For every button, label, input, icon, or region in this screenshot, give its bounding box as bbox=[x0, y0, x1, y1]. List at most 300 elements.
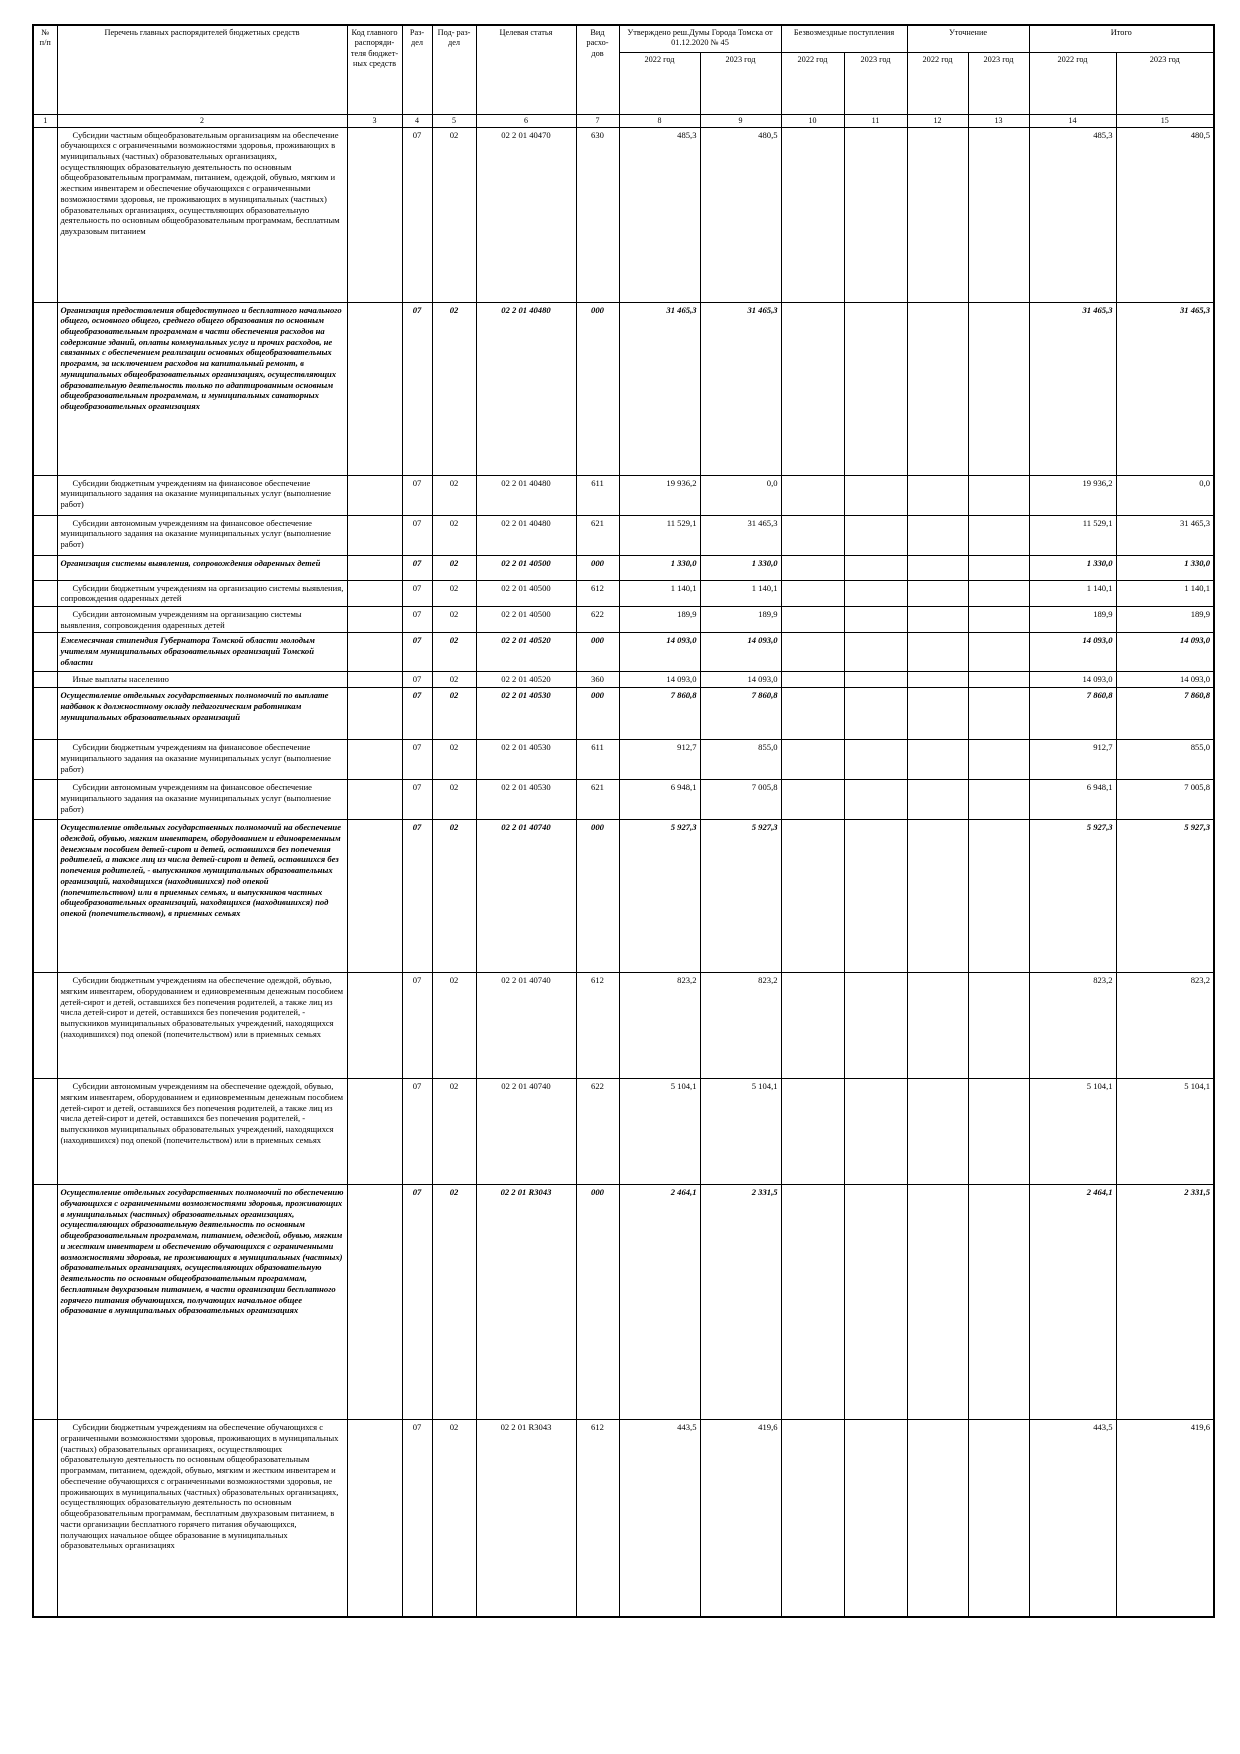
row-section: 07 bbox=[402, 1185, 432, 1420]
row-total-2022: 485,3 bbox=[1029, 127, 1116, 302]
row-subsection: 02 bbox=[432, 740, 476, 780]
row-section: 07 bbox=[402, 475, 432, 515]
row-total-2023: 7 005,8 bbox=[1116, 780, 1214, 820]
row-approved-2023: 31 465,3 bbox=[700, 302, 781, 475]
header-name: Перечень главных распорядителей бюджетных средств bbox=[57, 25, 347, 114]
header-section: Раз- дел bbox=[402, 25, 432, 114]
row-approved-2022: 14 093,0 bbox=[619, 672, 700, 688]
row-grants-2022 bbox=[781, 973, 844, 1079]
column-number: 9 bbox=[700, 114, 781, 127]
row-approved-2022: 5 104,1 bbox=[619, 1079, 700, 1185]
row-total-2023: 31 465,3 bbox=[1116, 302, 1214, 475]
column-number: 15 bbox=[1116, 114, 1214, 127]
column-number: 7 bbox=[576, 114, 619, 127]
row-approved-2022: 912,7 bbox=[619, 740, 700, 780]
row-clarification-2023 bbox=[968, 780, 1029, 820]
row-description: Иные выплаты населению bbox=[57, 672, 347, 688]
header-target: Целевая статья bbox=[476, 25, 576, 114]
header-approved: Утверждено реш.Думы Города Томска от 01.12.2020 № 45 bbox=[619, 25, 781, 52]
row-clarification-2023 bbox=[968, 606, 1029, 632]
row-approved-2022: 1 140,1 bbox=[619, 580, 700, 606]
row-expense-type: 000 bbox=[576, 555, 619, 580]
row-target-article: 02 2 01 40480 bbox=[476, 302, 576, 475]
row-section: 07 bbox=[402, 515, 432, 555]
row-code bbox=[347, 780, 402, 820]
row-grants-2022 bbox=[781, 475, 844, 515]
row-description: Субсидии частным общеобразовательным организациям на обеспечение обучающихся с ограниченными возможностями здоровья, проживающих в муниципальных (частных) образовательных организациях, осуществляющих образовательную деятельность по основным общеобразовательным программам, питанием, одеждой, обувью, мягким и жестким инвентарем и обеспечение обучающихся с ограниченными возможностями здоровья, не проживающих в муниципальных (частных) образовательных организациях, осуществляющих образовательную деятельность по основным общеобразовательным программам, бесплатным двухразовым питанием bbox=[57, 127, 347, 302]
row-grants-2023 bbox=[844, 302, 907, 475]
row-number-cell bbox=[33, 580, 57, 606]
row-approved-2022: 19 936,2 bbox=[619, 475, 700, 515]
row-grants-2023 bbox=[844, 633, 907, 672]
row-grants-2023 bbox=[844, 672, 907, 688]
row-total-2023: 0,0 bbox=[1116, 475, 1214, 515]
row-total-2022: 189,9 bbox=[1029, 606, 1116, 632]
row-grants-2022 bbox=[781, 580, 844, 606]
row-section: 07 bbox=[402, 1079, 432, 1185]
row-clarification-2023 bbox=[968, 1185, 1029, 1420]
row-approved-2022: 6 948,1 bbox=[619, 780, 700, 820]
row-section: 07 bbox=[402, 127, 432, 302]
row-target-article: 02 2 01 40740 bbox=[476, 820, 576, 973]
row-approved-2022: 7 860,8 bbox=[619, 688, 700, 740]
row-number-cell bbox=[33, 515, 57, 555]
row-clarification-2022 bbox=[907, 302, 968, 475]
row-subsection: 02 bbox=[432, 606, 476, 632]
table-row bbox=[33, 1420, 1214, 1617]
row-total-2023: 189,9 bbox=[1116, 606, 1214, 632]
row-approved-2023: 480,5 bbox=[700, 127, 781, 302]
row-approved-2023: 189,9 bbox=[700, 606, 781, 632]
row-subsection: 02 bbox=[432, 580, 476, 606]
row-total-2022: 2 464,1 bbox=[1029, 1185, 1116, 1420]
row-clarification-2022 bbox=[907, 127, 968, 302]
row-approved-2022: 11 529,1 bbox=[619, 515, 700, 555]
row-approved-2022: 31 465,3 bbox=[619, 302, 700, 475]
row-total-2022: 443,5 bbox=[1029, 1420, 1116, 1617]
row-clarification-2023 bbox=[968, 555, 1029, 580]
row-grants-2022 bbox=[781, 302, 844, 475]
row-total-2022: 6 948,1 bbox=[1029, 780, 1116, 820]
row-grants-2022 bbox=[781, 672, 844, 688]
row-approved-2023: 419,6 bbox=[700, 1420, 781, 1617]
row-approved-2023: 1 140,1 bbox=[700, 580, 781, 606]
row-description: Субсидии автономным учреждениям на организацию системы выявления, сопровождения одаренных детей bbox=[57, 606, 347, 632]
table-row bbox=[33, 740, 1214, 780]
row-description: Субсидии автономным учреждениям на обеспечение одеждой, обувью, мягким инвентарем, оборудованием и единовременным денежным пособием детей-сирот и детей, оставшихся без попечения родителей, а также лиц из числа детей-сирот и детей, оставшихся без попечения родителей, - выпускников муниципальных образовательных учреждений, находящихся (находившихся) под опекой (попечительством) или в приемных семьях bbox=[57, 1079, 347, 1185]
row-total-2023: 5 104,1 bbox=[1116, 1079, 1214, 1185]
row-subsection: 02 bbox=[432, 555, 476, 580]
row-approved-2022: 485,3 bbox=[619, 127, 700, 302]
row-code bbox=[347, 973, 402, 1079]
row-grants-2023 bbox=[844, 555, 907, 580]
table-row bbox=[33, 475, 1214, 515]
row-description: Организация предоставления общедоступного и бесплатного начального общего, основного общего, среднего общего образования по основным общеобразовательным программам в части обеспечения расходов на содержание зданий, оплаты коммунальных услуг и прочих расходов, не связанных с обеспечением реализации основных общеобразовательных программ, за исключением расходов на капитальный ремонт, в муниципальных общеобразовательных организациях, осуществляющих образовательную деятельность только по адаптированным основным общеобразовательным программам, и муниципальных санаторных общеобразовательных организациях bbox=[57, 302, 347, 475]
header-grants: Безвозмездные поступления bbox=[781, 25, 907, 52]
row-target-article: 02 2 01 40530 bbox=[476, 780, 576, 820]
row-clarification-2023 bbox=[968, 633, 1029, 672]
row-expense-type: 611 bbox=[576, 740, 619, 780]
table-row bbox=[33, 820, 1214, 973]
column-number: 13 bbox=[968, 114, 1029, 127]
row-number-cell bbox=[33, 633, 57, 672]
row-subsection: 02 bbox=[432, 672, 476, 688]
row-code bbox=[347, 688, 402, 740]
header-total-2023: 2023 год bbox=[1116, 52, 1214, 114]
row-number-cell bbox=[33, 973, 57, 1079]
row-clarification-2023 bbox=[968, 580, 1029, 606]
row-section: 07 bbox=[402, 606, 432, 632]
row-code bbox=[347, 672, 402, 688]
table-row bbox=[33, 672, 1214, 688]
table-row bbox=[33, 1185, 1214, 1420]
row-approved-2023: 823,2 bbox=[700, 973, 781, 1079]
row-approved-2022: 443,5 bbox=[619, 1420, 700, 1617]
row-approved-2023: 14 093,0 bbox=[700, 633, 781, 672]
row-approved-2022: 14 093,0 bbox=[619, 633, 700, 672]
row-description: Субсидии бюджетным учреждениям на финансовое обеспечение муниципального задания на оказание муниципальных услуг (выполнение работ) bbox=[57, 475, 347, 515]
row-subsection: 02 bbox=[432, 302, 476, 475]
row-total-2022: 11 529,1 bbox=[1029, 515, 1116, 555]
header-expense-type: Вид расхо- дов bbox=[576, 25, 619, 114]
row-description: Субсидии бюджетным учреждениям на финансовое обеспечение муниципального задания на оказание муниципальных услуг (выполнение работ) bbox=[57, 740, 347, 780]
row-target-article: 02 2 01 R3043 bbox=[476, 1185, 576, 1420]
column-number: 8 bbox=[619, 114, 700, 127]
row-clarification-2022 bbox=[907, 688, 968, 740]
row-description: Субсидии бюджетным учреждениям на обеспечение обучающихся с ограниченными возможностями здоровья, проживающих в муниципальных (частных) образовательных организациях, осуществляющих образовательную деятельность по основным общеобразовательным программам, питанием, одеждой, обувью, мягким и жестким инвентарем и обеспечение обучающихся с ограниченными возможностями здоровья, не проживающих в муниципальных (частных) образовательных организациях, осуществляющих образовательную деятельность по основным общеобразовательным программам, бесплатным двухразовым питанием, в части организации бесплатного горячего питания обучающихся, получающих начальное общее образование в муниципальных образовательных организациях bbox=[57, 1420, 347, 1617]
header-approved-2023: 2023 год bbox=[700, 52, 781, 114]
header-total-2022: 2022 год bbox=[1029, 52, 1116, 114]
row-number-cell bbox=[33, 688, 57, 740]
row-section: 07 bbox=[402, 973, 432, 1079]
row-target-article: 02 2 01 40740 bbox=[476, 973, 576, 1079]
row-grants-2023 bbox=[844, 973, 907, 1079]
row-grants-2023 bbox=[844, 780, 907, 820]
row-section: 07 bbox=[402, 820, 432, 973]
row-approved-2023: 7 005,8 bbox=[700, 780, 781, 820]
row-grants-2023 bbox=[844, 1185, 907, 1420]
row-grants-2022 bbox=[781, 1185, 844, 1420]
row-approved-2022: 189,9 bbox=[619, 606, 700, 632]
row-description: Субсидии бюджетным учреждениям на обеспечение одеждой, обувью, мягким инвентарем, оборудованием и единовременным денежным пособием детей-сирот и детей, оставшихся без попечения родителей, а также лиц из числа детей-сирот и детей, оставшихся без попечения родителей, - выпускников муниципальных образовательных учреждений, находящихся (находившихся) под опекой (попечительством) или в приемных семьях bbox=[57, 973, 347, 1079]
row-number-cell bbox=[33, 555, 57, 580]
table-row bbox=[33, 515, 1214, 555]
row-grants-2022 bbox=[781, 1420, 844, 1617]
row-number-cell bbox=[33, 672, 57, 688]
row-approved-2022: 2 464,1 bbox=[619, 1185, 700, 1420]
row-approved-2023: 31 465,3 bbox=[700, 515, 781, 555]
row-number-cell bbox=[33, 820, 57, 973]
row-description: Осуществление отдельных государственных полномочий по обеспечению обучающихся с ограниченными возможностями здоровья, проживающих в муниципальных (частных) образовательных организациях, осуществляющих образовательную деятельность по основным общеобразовательным программам, питанием, одеждой, обувью, мягким и жестким инвентарем и обеспечению обучающихся с ограниченными возможностями здоровья, не проживающих в муниципальных (частных) образовательных организациях, осуществляющих образовательную деятельность по основным общеобразовательным программам, бесплатным двухразовым питанием, в части организации бесплатного горячего питания обучающихся, получающих начальное общее образование в муниципальных образовательных организациях bbox=[57, 1185, 347, 1420]
row-description: Субсидии бюджетным учреждениям на организацию системы выявления, сопровождения одаренных детей bbox=[57, 580, 347, 606]
row-grants-2022 bbox=[781, 633, 844, 672]
row-grants-2023 bbox=[844, 127, 907, 302]
header-clarification-2022: 2022 год bbox=[907, 52, 968, 114]
row-target-article: 02 2 01 40470 bbox=[476, 127, 576, 302]
column-number: 12 bbox=[907, 114, 968, 127]
row-clarification-2023 bbox=[968, 127, 1029, 302]
row-expense-type: 000 bbox=[576, 820, 619, 973]
row-expense-type: 612 bbox=[576, 973, 619, 1079]
table-row bbox=[33, 302, 1214, 475]
row-approved-2023: 14 093,0 bbox=[700, 672, 781, 688]
column-number: 3 bbox=[347, 114, 402, 127]
row-description: Осуществление отдельных государственных полномочий по выплате надбавок к должностному окладу педагогическим работникам муниципальных образовательных организаций bbox=[57, 688, 347, 740]
row-total-2023: 855,0 bbox=[1116, 740, 1214, 780]
row-number-cell bbox=[33, 127, 57, 302]
row-clarification-2023 bbox=[968, 820, 1029, 973]
row-grants-2022 bbox=[781, 688, 844, 740]
row-subsection: 02 bbox=[432, 475, 476, 515]
row-total-2022: 14 093,0 bbox=[1029, 633, 1116, 672]
row-target-article: 02 2 01 40500 bbox=[476, 555, 576, 580]
row-description: Субсидии автономным учреждениям на финансовое обеспечение муниципального задания на оказание муниципальных услуг (выполнение работ) bbox=[57, 780, 347, 820]
row-approved-2022: 5 927,3 bbox=[619, 820, 700, 973]
column-number-row bbox=[33, 114, 1214, 127]
row-total-2023: 14 093,0 bbox=[1116, 633, 1214, 672]
column-number: 4 bbox=[402, 114, 432, 127]
row-total-2022: 1 330,0 bbox=[1029, 555, 1116, 580]
row-subsection: 02 bbox=[432, 1420, 476, 1617]
table-header bbox=[33, 25, 1214, 127]
row-clarification-2023 bbox=[968, 740, 1029, 780]
column-number: 11 bbox=[844, 114, 907, 127]
header-clarification-2023: 2023 год bbox=[968, 52, 1029, 114]
row-description: Осуществление отдельных государственных полномочий на обеспечение одеждой, обувью, мягким инвентарем, оборудованием и единовременным денежным пособием детей-сирот и детей, оставшихся без попечения родителей, а также лиц из числа детей-сирот и детей, оставшихся без попечения родителей, - выпускников муниципальных образовательных организаций, находящихся (находившихся) под опекой (попечительством) или в приемных семьях, и выпускников частных общеобразовательных организаций, находящихся (находившихся) под опекой (попечительством), в приемных семьях bbox=[57, 820, 347, 973]
row-code bbox=[347, 580, 402, 606]
row-clarification-2023 bbox=[968, 973, 1029, 1079]
row-expense-type: 621 bbox=[576, 780, 619, 820]
header-num: № п/п bbox=[33, 25, 57, 114]
row-total-2022: 31 465,3 bbox=[1029, 302, 1116, 475]
budget-table bbox=[32, 24, 1215, 1618]
row-expense-type: 000 bbox=[576, 688, 619, 740]
row-grants-2022 bbox=[781, 127, 844, 302]
row-approved-2023: 0,0 bbox=[700, 475, 781, 515]
row-clarification-2022 bbox=[907, 740, 968, 780]
row-clarification-2022 bbox=[907, 973, 968, 1079]
row-code bbox=[347, 1185, 402, 1420]
row-number-cell bbox=[33, 1420, 57, 1617]
row-expense-type: 611 bbox=[576, 475, 619, 515]
row-grants-2023 bbox=[844, 820, 907, 973]
row-description: Организация системы выявления, сопровождения одаренных детей bbox=[57, 555, 347, 580]
row-number-cell bbox=[33, 475, 57, 515]
row-clarification-2022 bbox=[907, 1079, 968, 1185]
row-expense-type: 622 bbox=[576, 1079, 619, 1185]
row-description: Ежемесячная стипендия Губернатора Томской области молодым учителям муниципальных образовательных организаций Томской области bbox=[57, 633, 347, 672]
row-clarification-2022 bbox=[907, 1420, 968, 1617]
row-expense-type: 630 bbox=[576, 127, 619, 302]
row-code bbox=[347, 1420, 402, 1617]
row-clarification-2023 bbox=[968, 475, 1029, 515]
row-subsection: 02 bbox=[432, 820, 476, 973]
row-target-article: 02 2 01 40500 bbox=[476, 606, 576, 632]
row-grants-2023 bbox=[844, 606, 907, 632]
row-section: 07 bbox=[402, 740, 432, 780]
row-clarification-2022 bbox=[907, 475, 968, 515]
row-number-cell bbox=[33, 780, 57, 820]
row-section: 07 bbox=[402, 555, 432, 580]
row-code bbox=[347, 1079, 402, 1185]
row-total-2022: 5 927,3 bbox=[1029, 820, 1116, 973]
column-number: 5 bbox=[432, 114, 476, 127]
row-code bbox=[347, 515, 402, 555]
row-code bbox=[347, 633, 402, 672]
column-number: 10 bbox=[781, 114, 844, 127]
row-section: 07 bbox=[402, 1420, 432, 1617]
row-grants-2022 bbox=[781, 555, 844, 580]
row-code bbox=[347, 475, 402, 515]
row-approved-2022: 1 330,0 bbox=[619, 555, 700, 580]
row-clarification-2023 bbox=[968, 515, 1029, 555]
row-clarification-2022 bbox=[907, 555, 968, 580]
header-subsection: Под- раз- дел bbox=[432, 25, 476, 114]
row-subsection: 02 bbox=[432, 780, 476, 820]
row-grants-2023 bbox=[844, 740, 907, 780]
row-target-article: 02 2 01 40500 bbox=[476, 580, 576, 606]
row-approved-2023: 5 927,3 bbox=[700, 820, 781, 973]
row-grants-2022 bbox=[781, 606, 844, 632]
table-row bbox=[33, 688, 1214, 740]
column-number: 14 bbox=[1029, 114, 1116, 127]
row-total-2022: 823,2 bbox=[1029, 973, 1116, 1079]
row-subsection: 02 bbox=[432, 1079, 476, 1185]
row-target-article: 02 2 01 40530 bbox=[476, 688, 576, 740]
row-total-2023: 31 465,3 bbox=[1116, 515, 1214, 555]
row-clarification-2023 bbox=[968, 688, 1029, 740]
row-clarification-2022 bbox=[907, 672, 968, 688]
row-total-2022: 7 860,8 bbox=[1029, 688, 1116, 740]
row-code bbox=[347, 302, 402, 475]
row-target-article: 02 2 01 40520 bbox=[476, 672, 576, 688]
row-expense-type: 621 bbox=[576, 515, 619, 555]
row-clarification-2022 bbox=[907, 780, 968, 820]
row-number-cell bbox=[33, 1079, 57, 1185]
row-approved-2023: 7 860,8 bbox=[700, 688, 781, 740]
header-code: Код главного распоряди- теля бюджет- ных средств bbox=[347, 25, 402, 114]
table-row bbox=[33, 1079, 1214, 1185]
row-expense-type: 000 bbox=[576, 1185, 619, 1420]
row-number-cell bbox=[33, 606, 57, 632]
row-clarification-2022 bbox=[907, 1185, 968, 1420]
row-section: 07 bbox=[402, 672, 432, 688]
row-target-article: 02 2 01 40740 bbox=[476, 1079, 576, 1185]
row-expense-type: 360 bbox=[576, 672, 619, 688]
row-total-2023: 5 927,3 bbox=[1116, 820, 1214, 973]
row-grants-2023 bbox=[844, 1420, 907, 1617]
table-row bbox=[33, 606, 1214, 632]
header-clarification: Уточнение bbox=[907, 25, 1029, 52]
row-subsection: 02 bbox=[432, 633, 476, 672]
row-grants-2022 bbox=[781, 820, 844, 973]
row-target-article: 02 2 01 40530 bbox=[476, 740, 576, 780]
column-number: 2 bbox=[57, 114, 347, 127]
row-expense-type: 000 bbox=[576, 302, 619, 475]
row-code bbox=[347, 555, 402, 580]
row-target-article: 02 2 01 40520 bbox=[476, 633, 576, 672]
row-total-2022: 912,7 bbox=[1029, 740, 1116, 780]
row-grants-2023 bbox=[844, 475, 907, 515]
row-description: Субсидии автономным учреждениям на финансовое обеспечение муниципального задания на оказание муниципальных услуг (выполнение работ) bbox=[57, 515, 347, 555]
row-expense-type: 612 bbox=[576, 1420, 619, 1617]
row-grants-2023 bbox=[844, 1079, 907, 1185]
row-grants-2023 bbox=[844, 580, 907, 606]
table-row bbox=[33, 973, 1214, 1079]
row-number-cell bbox=[33, 740, 57, 780]
row-total-2023: 1 140,1 bbox=[1116, 580, 1214, 606]
row-clarification-2022 bbox=[907, 633, 968, 672]
row-subsection: 02 bbox=[432, 688, 476, 740]
row-subsection: 02 bbox=[432, 515, 476, 555]
row-code bbox=[347, 820, 402, 973]
row-expense-type: 000 bbox=[576, 633, 619, 672]
row-total-2023: 2 331,5 bbox=[1116, 1185, 1214, 1420]
table-row bbox=[33, 555, 1214, 580]
row-clarification-2022 bbox=[907, 580, 968, 606]
row-section: 07 bbox=[402, 780, 432, 820]
table-row bbox=[33, 780, 1214, 820]
row-total-2023: 419,6 bbox=[1116, 1420, 1214, 1617]
row-section: 07 bbox=[402, 302, 432, 475]
table-row bbox=[33, 580, 1214, 606]
row-grants-2022 bbox=[781, 740, 844, 780]
row-target-article: 02 2 01 R3043 bbox=[476, 1420, 576, 1617]
row-total-2022: 1 140,1 bbox=[1029, 580, 1116, 606]
row-grants-2022 bbox=[781, 780, 844, 820]
row-total-2023: 480,5 bbox=[1116, 127, 1214, 302]
row-clarification-2022 bbox=[907, 515, 968, 555]
row-subsection: 02 bbox=[432, 1185, 476, 1420]
budget-sheet bbox=[32, 24, 1213, 1618]
row-total-2022: 14 093,0 bbox=[1029, 672, 1116, 688]
column-number: 1 bbox=[33, 114, 57, 127]
row-clarification-2022 bbox=[907, 820, 968, 973]
table-body bbox=[33, 127, 1214, 1617]
row-clarification-2023 bbox=[968, 1079, 1029, 1185]
row-grants-2023 bbox=[844, 688, 907, 740]
row-section: 07 bbox=[402, 688, 432, 740]
row-clarification-2023 bbox=[968, 672, 1029, 688]
header-total: Итого bbox=[1029, 25, 1214, 52]
row-approved-2022: 823,2 bbox=[619, 973, 700, 1079]
row-total-2023: 7 860,8 bbox=[1116, 688, 1214, 740]
row-section: 07 bbox=[402, 633, 432, 672]
row-subsection: 02 bbox=[432, 973, 476, 1079]
header-grants-2023: 2023 год bbox=[844, 52, 907, 114]
row-code bbox=[347, 740, 402, 780]
row-number-cell bbox=[33, 302, 57, 475]
table-row bbox=[33, 633, 1214, 672]
header-grants-2022: 2022 год bbox=[781, 52, 844, 114]
row-approved-2023: 1 330,0 bbox=[700, 555, 781, 580]
row-approved-2023: 5 104,1 bbox=[700, 1079, 781, 1185]
row-grants-2023 bbox=[844, 515, 907, 555]
header-approved-2022: 2022 год bbox=[619, 52, 700, 114]
row-expense-type: 612 bbox=[576, 580, 619, 606]
row-approved-2023: 855,0 bbox=[700, 740, 781, 780]
row-total-2023: 823,2 bbox=[1116, 973, 1214, 1079]
row-code bbox=[347, 127, 402, 302]
row-approved-2023: 2 331,5 bbox=[700, 1185, 781, 1420]
row-expense-type: 622 bbox=[576, 606, 619, 632]
row-clarification-2023 bbox=[968, 302, 1029, 475]
row-subsection: 02 bbox=[432, 127, 476, 302]
row-grants-2022 bbox=[781, 1079, 844, 1185]
column-number: 6 bbox=[476, 114, 576, 127]
row-target-article: 02 2 01 40480 bbox=[476, 515, 576, 555]
row-number-cell bbox=[33, 1185, 57, 1420]
